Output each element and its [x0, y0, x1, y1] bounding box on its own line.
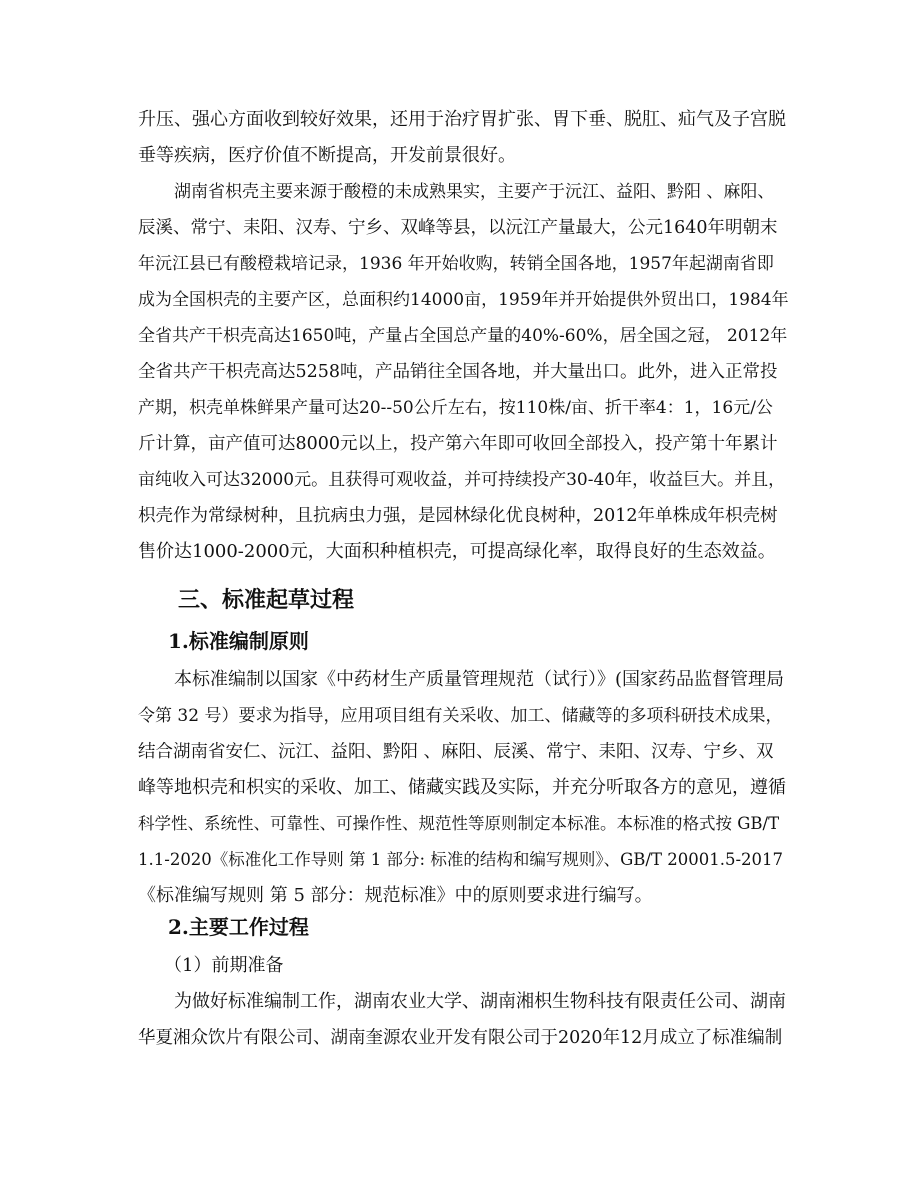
paragraph-line: 年沅江县已有酸橙栽培记录，1936 年开始收购，转销全国各地，1957年起湖南省即: [138, 254, 774, 274]
paragraph-line: 全省共产干枳壳高达1650吨，产量占全国总产量的40%-60%，居全国之冠， 2012年: [138, 326, 788, 346]
paragraph-line: 垂等疾病，医疗价值不断提高，开发前景很好。: [138, 145, 516, 166]
paragraph-line: 《标准编写规则 第 5 部分：规范标准》中的原则要求进行编写。: [138, 885, 653, 906]
paragraph-line: 令第 32 号）要求为指导，应用项目组有关采收、加工、储藏等的多项科研技术成果，: [138, 706, 783, 726]
section-heading: 三、标准起草过程: [178, 587, 355, 613]
paragraph-line: 成为全国枳壳的主要产区，总面积约14000亩，1959年并开始提供外贸出口，1984年: [138, 290, 789, 310]
paragraph-line: 结合湖南省安仁、沅江、益阳、黔阳 、麻阳、辰溪、常宁、耒阳、汉寿、宁乡、双: [138, 742, 774, 762]
paragraph-line: 亩纯收入可达32000元。且获得可观收益，并可持续投产30-40年，收益巨大。并且，: [138, 470, 786, 490]
subsection-heading: 2.主要工作过程: [168, 915, 309, 939]
paragraph-line: 为做好标准编制工作，湖南农业大学、湖南湘枳生物科技有限责任公司、湖南: [174, 991, 786, 1012]
subsection-heading: 1.标准编制原则: [168, 629, 309, 653]
paragraph-line: 峰等地枳壳和枳实的采收、加工、储藏实践及实际，并充分听取各方的意见，遵循: [138, 777, 786, 798]
paragraph-line: 湖南省枳壳主要来源于酸橙的未成熟果实，主要产于沅江、益阳、黔阳 、麻阳、: [174, 182, 775, 202]
paragraph-line: 斤计算，亩产值可达8000元以上，投产第六年即可收回全部投入，投产第十年累计: [138, 434, 778, 454]
paragraph-line: 本标准编制以国家《中药材生产质量管理规范（试行）》(国家药品监督管理局: [174, 669, 785, 690]
paragraph-line: 升压、强心方面收到较好效果，还用于治疗胃扩张、胃下垂、脱肛、疝气及子宫脱: [138, 109, 786, 130]
paragraph-line: 全省共产干枳壳高达5258吨，产品销往全国各地，并大量出口。此外，进入正常投: [138, 362, 778, 382]
paragraph-line: 枳壳作为常绿树种，且抗病虫力强，是园林绿化优良树种，2012年单株成年枳壳树: [138, 506, 778, 526]
paragraph-line: 产期，枳壳单株鲜果产量可达20--50公斤左右，按110株/亩、折干率4：1，16元/公: [138, 398, 773, 418]
paragraph-line: 科学性、系统性、可靠性、可操作性、规范性等原则制定本标准。本标准的格式按 GB/T: [138, 814, 780, 833]
paragraph-line: 辰溪、常宁、耒阳、汉寿、宁乡、双峰等县，以沅江产量最大，公元1640年明朝末: [138, 218, 778, 238]
list-item-label: （1）前期准备: [164, 955, 284, 976]
paragraph-line: 售价达1000-2000元，大面积种植枳壳，可提高绿化率，取得良好的生态效益。: [138, 541, 776, 562]
paragraph-line: 华夏湘众饮片有限公司、湖南奎源农业开发有限公司于2020年12月成立了标准编制: [138, 1028, 783, 1048]
paragraph-line: 1.1-2020《标准化工作导则 第 1 部分: 标准的结构和编写规则》、GB/T 20001.5-2017: [138, 850, 784, 869]
